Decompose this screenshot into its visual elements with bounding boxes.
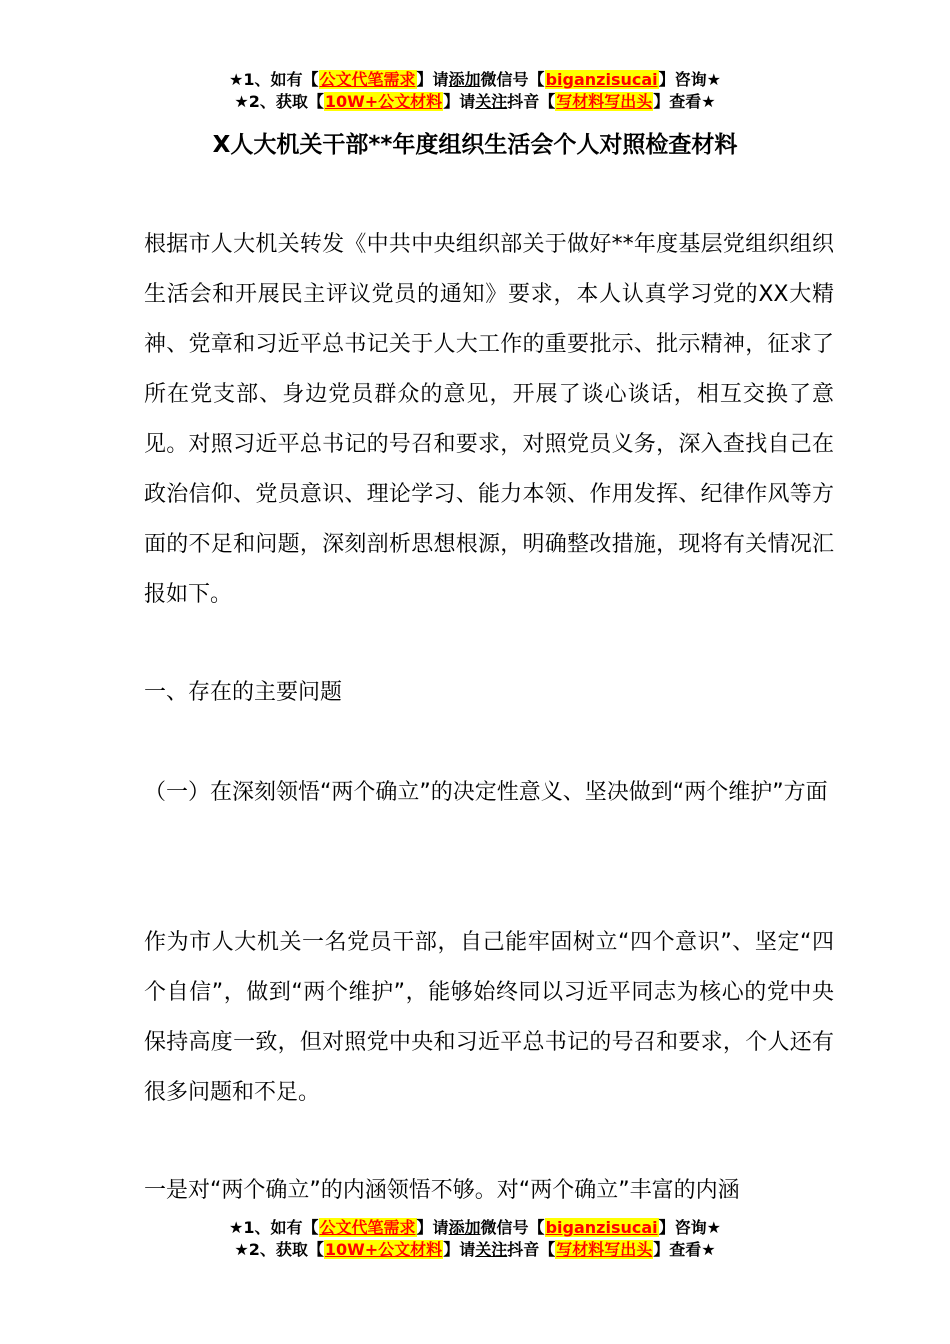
- promo-footer-douyin-account: 写材料写出头: [556, 1240, 653, 1259]
- promo-footer-line-2-prefix: ★2、获取【: [234, 1240, 324, 1259]
- promo-footer-line-2-suffix: 】查看★: [653, 1240, 716, 1259]
- promo-header: [0, 69, 950, 113]
- promo-footer-highlight-writing-service: 公文代笔需求: [319, 1218, 416, 1237]
- promo-line-1-add: 添加: [448, 70, 481, 89]
- promo-footer-line-1-please: 】请: [416, 1218, 449, 1237]
- promo-line-1-prefix: ★1、如有【: [229, 70, 319, 89]
- promo-footer-line-2-please: 】请: [443, 1240, 476, 1259]
- body-paragraph: 作为市人大机关一名党员干部，自己能牢固树立“四个意识”、坚定“四个自信”，做到“两个维护”，能够始终同以习近平同志为核心的党中央保持高度一致，但对照党中央和习近平总书记的号召和要求，个人还有很多问题和不足。: [144, 930, 834, 1105]
- promo-footer-line-1-suffix: 】咨询★: [658, 1218, 721, 1237]
- promo-footer-line-1: [0, 1217, 950, 1239]
- promo-footer: [0, 1217, 950, 1261]
- promo-line-2-suffix: 】查看★: [653, 92, 716, 111]
- promo-footer-line-1-add: 添加: [448, 1218, 481, 1237]
- promo-line-2-prefix: ★2、获取【: [234, 92, 324, 111]
- promo-highlight-writing-service: 公文代笔需求: [319, 70, 416, 89]
- body-paragraph-continued: 一是对“两个确立”的内涵领悟不够。对“两个确立”丰富的内涵: [144, 1178, 740, 1203]
- promo-douyin-account: 写材料写出头: [556, 92, 653, 111]
- promo-wechat-id: biganzisucai: [545, 70, 658, 89]
- promo-line-1-suffix: 】咨询★: [658, 70, 721, 89]
- promo-footer-line-1-prefix: ★1、如有【: [229, 1218, 319, 1237]
- promo-footer-line-2-douyin-label: 抖音【: [507, 1240, 556, 1259]
- promo-line-2-please: 】请: [443, 92, 476, 111]
- document-title: X人大机关干部**年度组织生活会个人对照检查材料: [212, 132, 738, 158]
- intro-paragraph: 根据市人大机关转发《中共中央组织部关于做好**年度基层党组织组织生活会和开展民主评议党员的通知》要求，本人认真学习党的XX大精神、党章和习近平总书记关于人大工作的重要批示、批示精神，征求了所在党支部、身边党员群众的意见，开展了谈心谈话，相互交换了意见。对照习近平总书记的号召和要求，对照党员义务，深入查找自己在政治信仰、党员意识、理论学习、能力本领、作用发挥、纪律作风等方面的不足和问题，深刻剖析思想根源，明确整改措施，现将有关情况汇报如下。: [144, 232, 834, 607]
- promo-line-2-douyin-label: 抖音【: [507, 92, 556, 111]
- promo-footer-highlight-materials: 10W+公文材料: [324, 1240, 443, 1259]
- promo-line-2: [0, 91, 950, 113]
- promo-line-1: [0, 69, 950, 91]
- promo-line-1-wechat-label: 微信号【: [480, 70, 545, 89]
- section-heading-main-problems: 一、存在的主要问题: [144, 680, 343, 705]
- promo-highlight-materials: 10W+公文材料: [324, 92, 443, 111]
- promo-footer-line-2-follow: 关注: [475, 1240, 508, 1259]
- subsection-heading-1: （一）在深刻领悟“两个确立”的决定性意义、坚决做到“两个维护”方面: [144, 780, 828, 805]
- promo-footer-line-1-wechat-label: 微信号【: [480, 1218, 545, 1237]
- promo-footer-wechat-id: biganzisucai: [545, 1218, 658, 1237]
- promo-footer-line-2: [0, 1239, 950, 1261]
- promo-line-1-please: 】请: [416, 70, 449, 89]
- promo-line-2-follow: 关注: [475, 92, 508, 111]
